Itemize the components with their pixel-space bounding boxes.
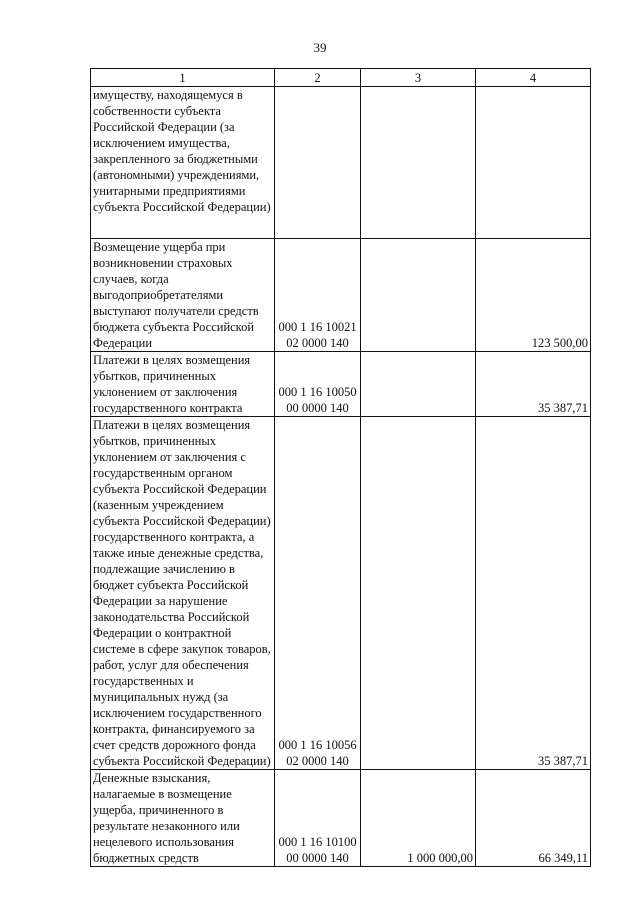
row-col3 (361, 239, 476, 352)
header-row (91, 69, 591, 87)
header-col-1: 1 (91, 69, 275, 87)
row-name: имуществу, находящемуся в собственности субъекта Российской Федерации (за исключением имущества, закрепленного за бюджетными (автономными) учреждениями, унитарными предприятиями субъекта Российской Федерации) (91, 87, 275, 239)
row-name: Платежи в целях возмещения убытков, причиненных уклонением от заключения с государственным органом субъекта Российской Федерации (казенным учреждением субъекта Российской Федерации) государственного контракта, а также иные денежные средства, подлежащие зачислению в бюджет субъекта Российской Федерации за нарушение законодательства Российской Федерации о контрактной системе в сфере закупок товаров, работ, услуг для обеспечения государственных и муниципальных нужд (за исключением государственного контракта, финансируемого за счет средств дорожного фонда субъекта Российской Федерации) (91, 417, 275, 770)
table-header (91, 69, 591, 87)
header-col-2: 2 (275, 69, 361, 87)
row-name: Платежи в целях возмещения убытков, причиненных уклонением от заключения государственного контракта (91, 352, 275, 417)
table-row (91, 770, 591, 867)
table-body (91, 87, 591, 867)
row-col3: 1 000 000,00 (361, 770, 476, 867)
row-col4: 35 387,71 (476, 417, 591, 770)
row-col4: 35 387,71 (476, 352, 591, 417)
table-row (91, 417, 591, 770)
row-col4 (476, 87, 591, 239)
row-col4: 123 500,00 (476, 239, 591, 352)
row-code: 000 1 16 10050 00 0000 140 (275, 352, 361, 417)
page-number: 39 (313, 40, 327, 55)
row-code: 000 1 16 10100 00 0000 140 (275, 770, 361, 867)
header-col-4: 4 (476, 69, 591, 87)
row-col3 (361, 417, 476, 770)
table-row (91, 239, 591, 352)
row-col3 (361, 87, 476, 239)
table-row (91, 352, 591, 417)
row-name: Денежные взыскания, налагаемые в возмещение ущерба, причиненного в результате незаконного или нецелевого использования бюджетных средств (91, 770, 275, 867)
row-col4: 66 349,11 (476, 770, 591, 867)
row-name: Возмещение ущерба при возникновении страховых случаев, когда выгодоприобретателями выступают получатели средств бюджета субъекта Российской Федерации (91, 239, 275, 352)
budget-table (90, 68, 591, 867)
row-code: 000 1 16 10056 02 0000 140 (275, 417, 361, 770)
table-row (91, 87, 591, 239)
header-col-3: 3 (361, 69, 476, 87)
row-code: 000 1 16 10021 02 0000 140 (275, 239, 361, 352)
row-col3 (361, 352, 476, 417)
row-code (275, 87, 361, 239)
